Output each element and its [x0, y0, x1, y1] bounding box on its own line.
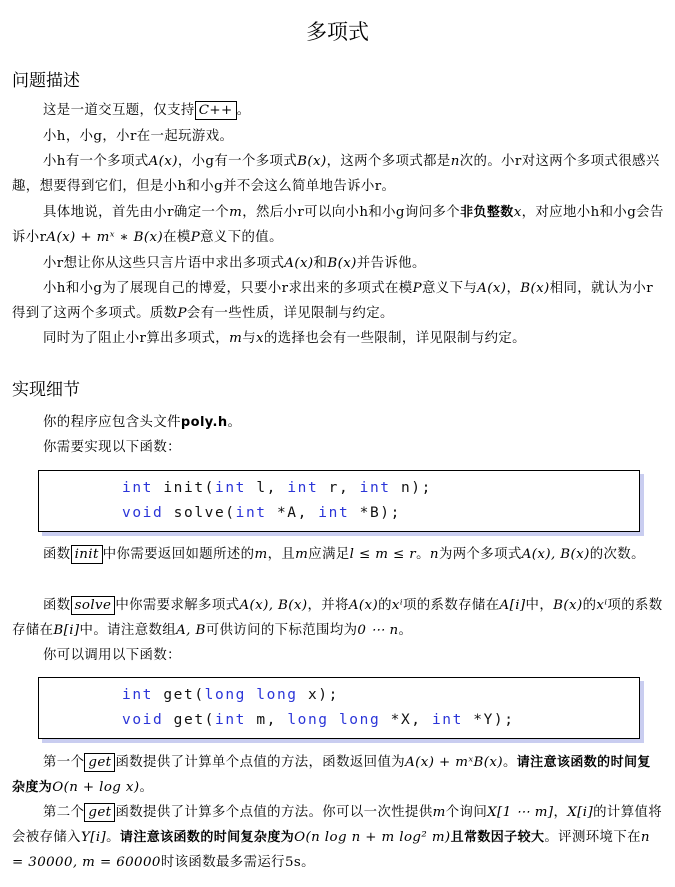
paragraph-header-file: 你的程序应包含头文件poly.h。	[43, 415, 242, 430]
paragraph-get-single: 第一个 get 函数提供了计算单个点值的方法，函数返回值为A(x) + mˣB(x)。请注意该函数的时间复杂度为O(n + log x)。	[12, 755, 651, 795]
paragraph-callable: 你可以调用以下函数：	[43, 648, 181, 663]
code-line-init: int init(int l, int r, int n);	[122, 480, 432, 496]
paragraph-polynomials: 小h有一个多项式A(x)，小g有一个多项式B(x)，这两个多项式都是n次的。小r对这两个多项式很感兴趣，想要得到它们，但是小h和小g并不会这么简单地告诉小r。	[12, 154, 660, 194]
init-box: init	[71, 545, 103, 564]
paragraph-query: 具体地说，首先由小r确定一个m，然后小r可以向小h和小g询问多个非负整数x，对应地小h和小g会告诉小rA(x) + mˣ ∗ B(x)在模P意义下的值。	[12, 205, 664, 245]
code-line-get-multi: void get(int m, long long *X, int *Y);	[122, 712, 515, 728]
paragraph-goal: 小r想让你从这些只言片语中求出多项式A(x)和B(x)并告诉他。	[43, 256, 426, 271]
get-box-1: get	[84, 753, 115, 772]
code-line-get-single: int get(long long x);	[122, 687, 339, 703]
code-block-callable	[38, 677, 640, 739]
cpp-box: C++	[195, 101, 237, 120]
get-box-2: get	[84, 803, 115, 822]
paragraph-players: 小h，小g，小r在一起玩游戏。	[43, 129, 234, 144]
paragraph-solve-desc: 函数 solve 中你需要求解多项式A(x), B(x)，并将A(x)的xⁱ项的系数存储在A[i]中，B(x)的xⁱ项的系数存储在B[i]中。请注意数组A, B可供访问的下标范围均为0 ⋯ n。	[12, 598, 663, 638]
paragraph-init-desc: 函数 init 中你需要返回如题所述的m，且m应满足l ≤ m ≤ r。n为两个多项式A(x), B(x)的次数。	[43, 547, 645, 562]
paragraph-get-multi: 第二个 get 函数提供了计算多个点值的方法。你可以一次性提供m个询问X[1 ⋯ m]，X[i]的计算值将会被存储入Y[i]。请注意该函数的时间复杂度为O(n log n + m log² m)且常数因子较大。评测环境下在n = 30000, m = 60000时该函数最多需运行5s。	[12, 805, 663, 870]
code-block-implement	[38, 470, 640, 532]
code-line-solve: void solve(int *A, int *B);	[122, 505, 401, 521]
paragraph-implement: 你需要实现以下函数：	[43, 440, 181, 455]
section-heading-impl: 实现细节	[12, 380, 80, 400]
page-title: 多项式	[306, 20, 369, 44]
section-heading-problem: 问题描述	[12, 71, 80, 91]
paragraph-limits: 同时为了阻止小r算出多项式，m与x的选择也会有一些限制，详见限制与约定。	[43, 331, 526, 346]
paragraph-modulo: 小h和小g为了展现自己的博爱，只要小r求出来的多项式在模P意义下与A(x)，B(x)相同，就认为小r得到了这两个多项式。质数P会有一些性质，详见限制与约定。	[12, 281, 654, 321]
paragraph-interactive: 这是一道交互题，仅支持 C++ 。	[43, 103, 251, 118]
solve-box: solve	[71, 596, 116, 615]
